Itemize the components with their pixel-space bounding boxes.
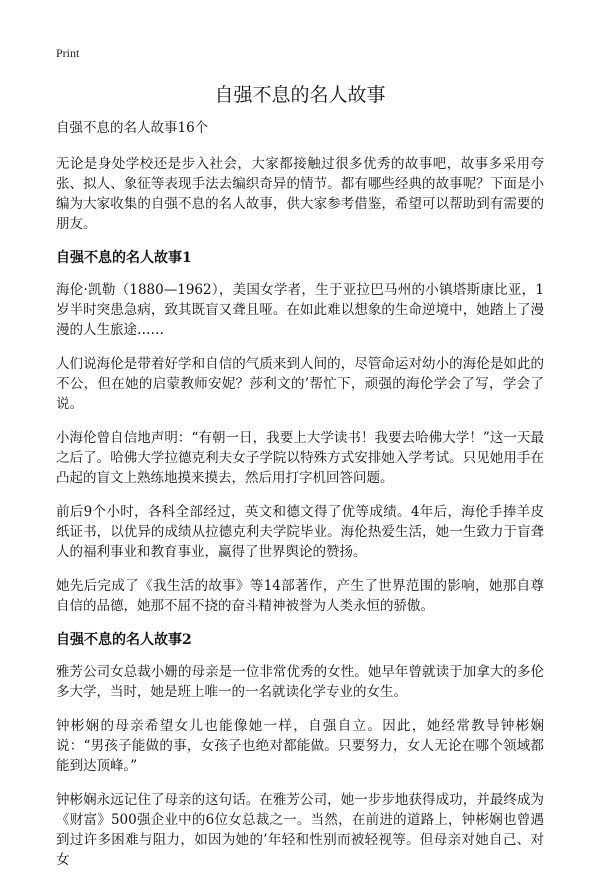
story2-paragraph-3: 钟彬娴永远记住了母亲的这句话。在雅芳公司，她一步步地获得成功，并最终成为《财富》500强企业中的6位女总裁之一。当然，在前进的道路上，钟彬娴也曾遇到过许多困难与阻力，如因为她的’年轻和性别而被轻视等。但母亲对她自己、对女: [56, 792, 544, 868]
story2-paragraph-1: 雅芳公司女总裁小姗的母亲是一位非常优秀的女性。她早年曾就读于加拿大的多伦多大学，当时，她是班上唯一的一名就读化学专业的女生。: [56, 664, 544, 700]
section-heading-2: 自强不息的名人故事2: [56, 632, 192, 648]
intro-paragraph: 无论是身处学校还是步入社会，大家都接触过很多优秀的故事吧，故事多采用夸张、拟人、象征等表现手法去编织奇异的情节。都有哪些经典的故事呢？下面是小编为大家收集的自强不息的名人故事，供大家参考借鉴，希望可以帮助到有需要的朋友。: [56, 156, 544, 232]
page-title: 自强不息的名人故事: [214, 84, 386, 106]
article-body: [56, 118, 544, 884]
story1-paragraph-3: 小海伦曾自信地声明：“有朝一日，我要上大学读书！我要去哈佛大学！”这一天最之后了。哈佛大学拉德克利夫女子学院以特殊方式安排她入学考试。只见她用手在凸起的盲文上熟练地摸来摸去，然后用打字机回答问题。: [56, 430, 544, 486]
print-link[interactable]: Print: [56, 46, 80, 60]
story1-paragraph-5: 她先后完成了《我生活的故事》等14部著作，产生了世界范围的影响，她那自尊自信的品德，她那不屈不挠的奋斗精神被誉为人类永恒的骄傲。: [56, 578, 544, 614]
section-heading-1: 自强不息的名人故事1: [56, 250, 192, 266]
story1-paragraph-4: 前后9个小时，各科全部经过，英文和德文得了优等成绩。4年后，海伦手捧羊皮纸证书，以优异的成绩从拉德克利夫学院毕业。海伦热爱生活，她一生致力于盲聋人的福利事业和教育事业，赢得了世界舆论的赞扬。: [56, 504, 544, 560]
story1-paragraph-1: 海伦·凯勒（1880—1962），美国女学者，生于亚拉巴马州的小镇塔斯康比亚，1岁半时突患急病，致其既盲又聋且哑。在如此难以想象的生命逆境中，她踏上了漫漫的人生旅途……: [56, 282, 544, 338]
story1-paragraph-2: 人们说海伦是带着好学和自信的气质来到人间的，尽管命运对幼小的海伦是如此的不公，但在她的启蒙教师安妮？莎利文的’帮忙下，顽强的海伦学会了写，学会了说。: [56, 356, 544, 412]
article-subtitle: 自强不息的名人故事16个: [56, 120, 209, 136]
story2-paragraph-2: 钟彬娴的母亲希望女儿也能像她一样，自强自立。因此，她经常教导钟彬娴说：“男孩子能做的事，女孩子也绝对都能做。只要努力，女人无论在哪个领域都能到达顶峰。”: [56, 718, 544, 774]
